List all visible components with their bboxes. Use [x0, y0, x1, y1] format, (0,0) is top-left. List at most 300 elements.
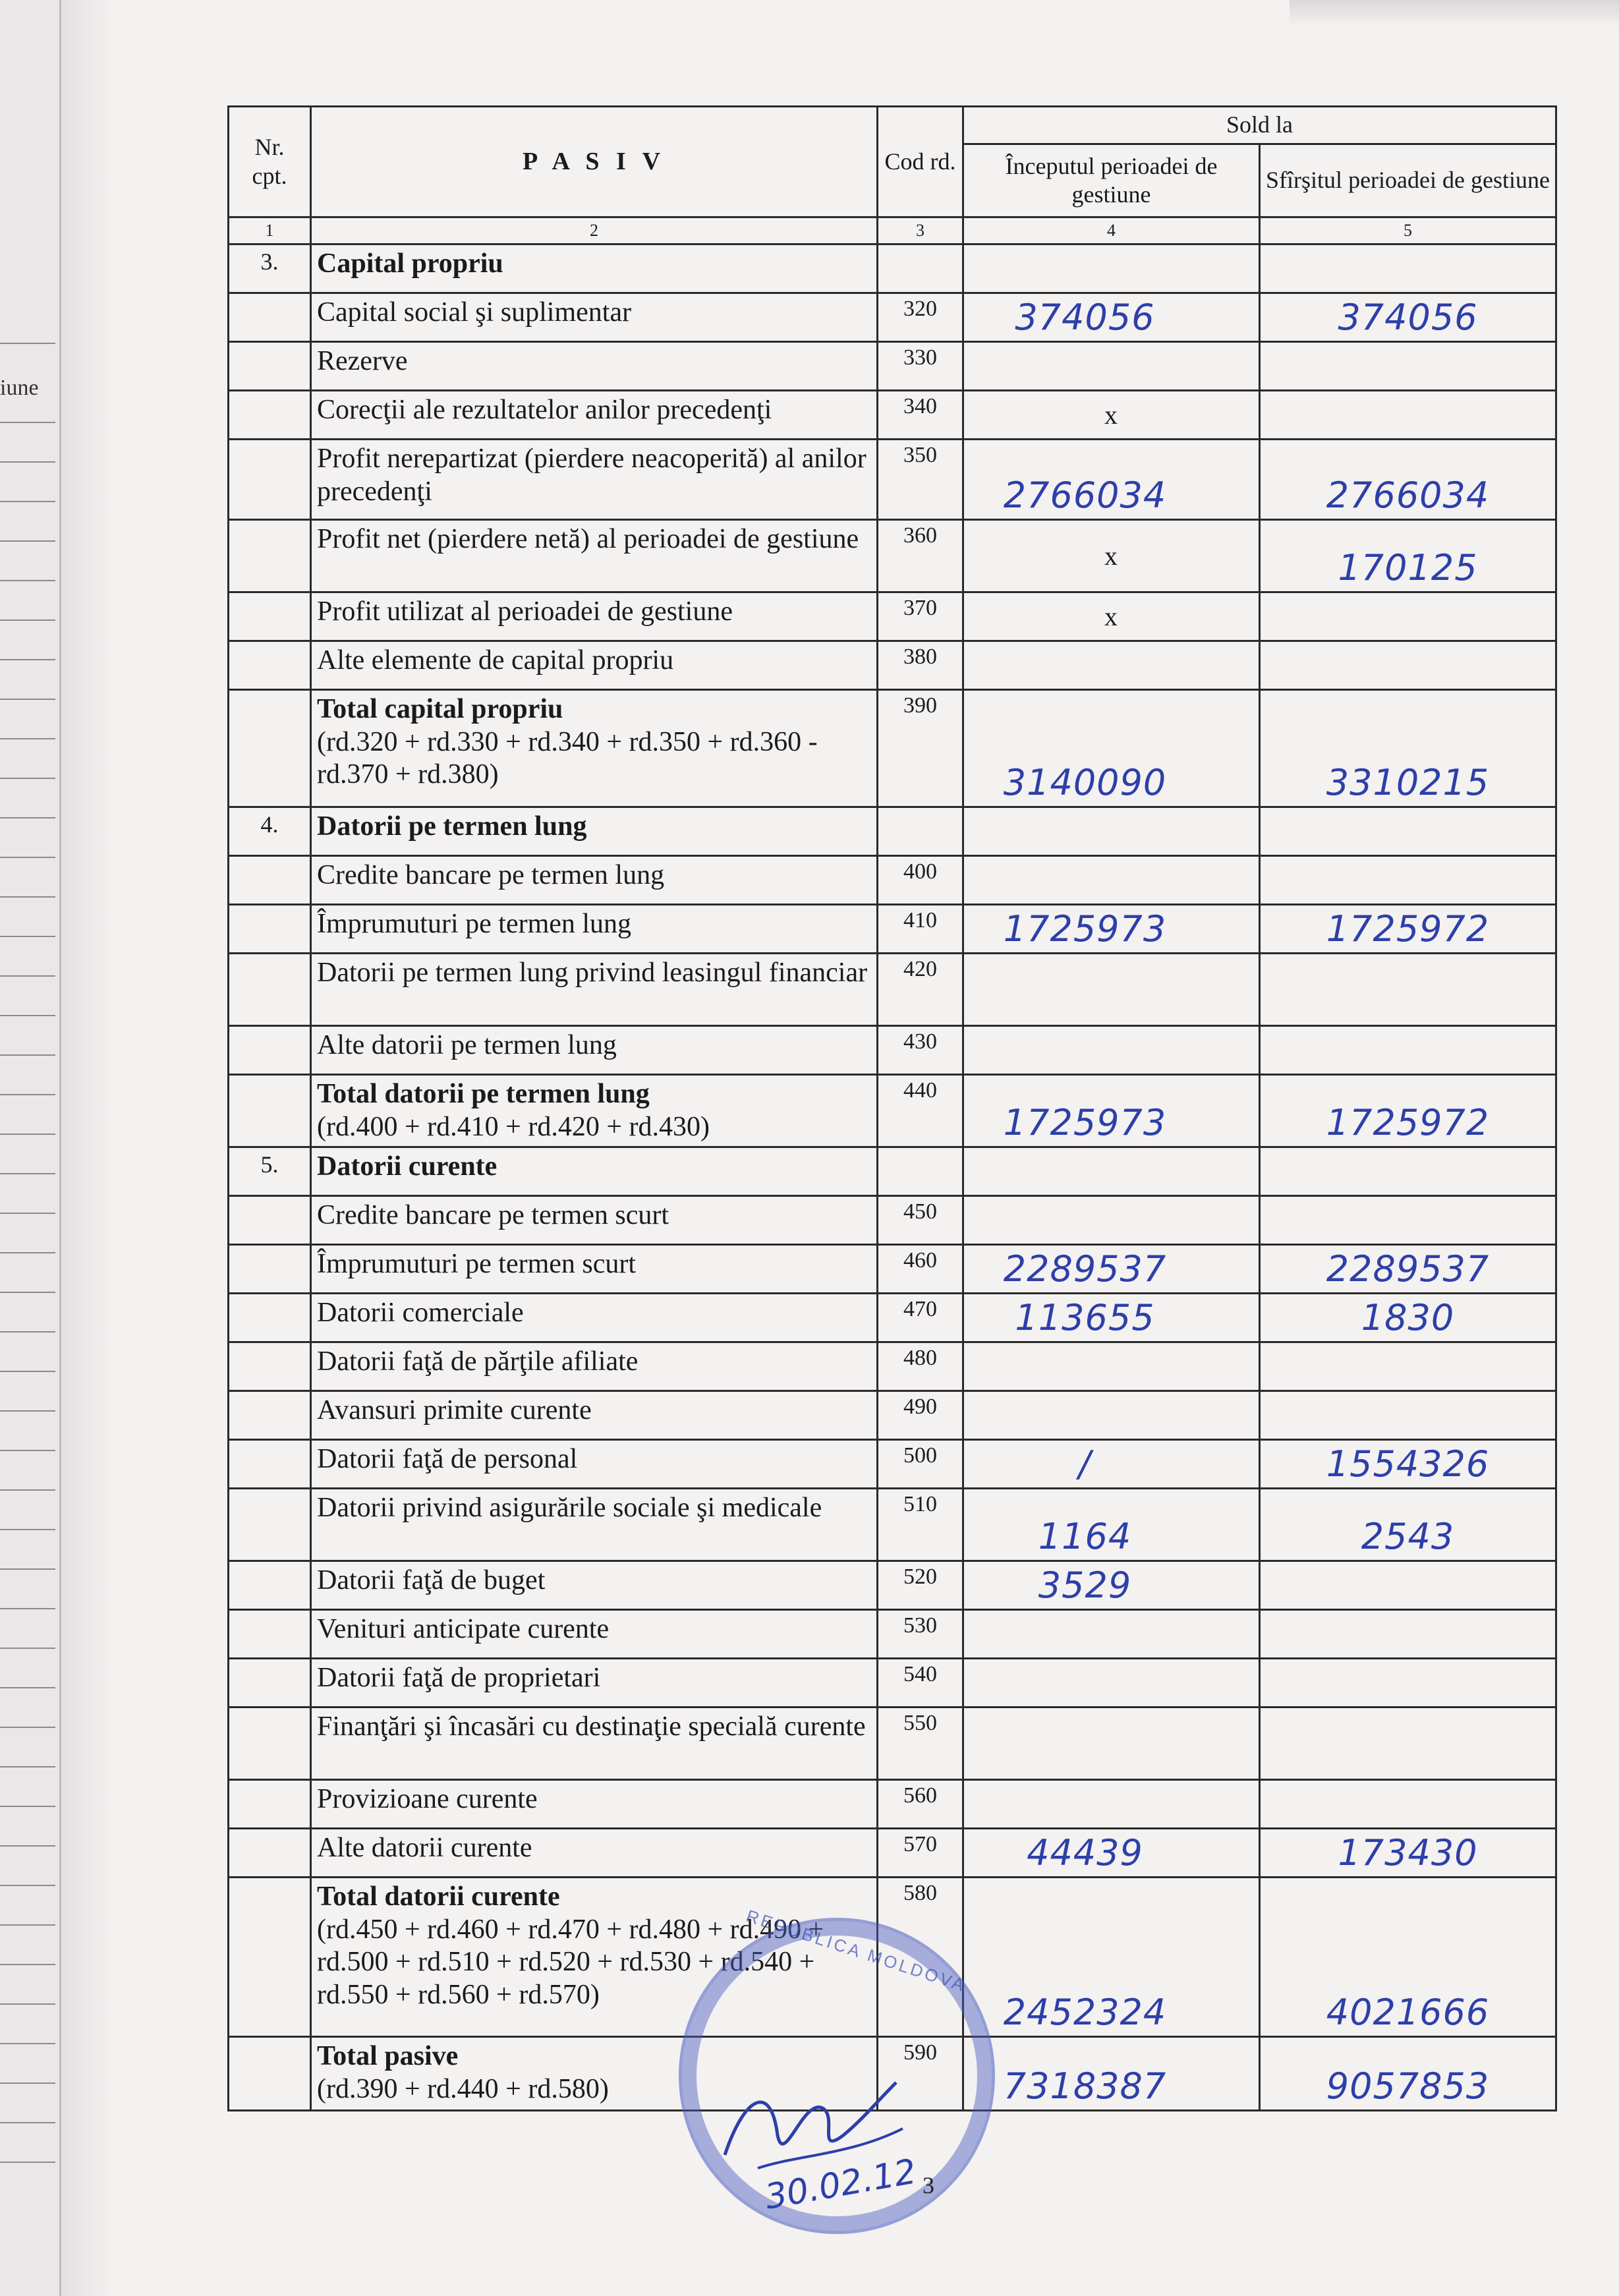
handwritten-value: 3529	[1038, 1564, 1132, 1607]
start-balance-cell	[963, 1610, 1260, 1659]
indicator-label: Capital propriu	[317, 248, 503, 279]
indicator-cell	[311, 1075, 878, 1147]
row-number	[229, 1561, 311, 1610]
table-row	[229, 1075, 1556, 1147]
start-balance-cell	[963, 690, 1260, 807]
start-balance-cell	[963, 1829, 1260, 1878]
margin-rule	[0, 343, 55, 344]
indicator-label: Împrumuturi pe termen scurt	[317, 1249, 637, 1280]
table-row	[229, 954, 1556, 1026]
end-balance-cell	[1260, 244, 1556, 293]
table-row	[229, 293, 1556, 342]
indicator-cell	[311, 1026, 878, 1075]
end-balance-cell	[1260, 2037, 1556, 2111]
table-row	[229, 391, 1556, 440]
end-balance-cell	[1260, 1075, 1556, 1147]
row-code: 460	[878, 1245, 963, 1294]
margin-rule	[0, 2003, 55, 2005]
indicator-cell	[311, 391, 878, 440]
indicator-cell	[311, 1610, 878, 1659]
row-code: 530	[878, 1610, 963, 1659]
handwritten-value: 2289537	[1003, 1248, 1167, 1290]
handwritten-value: 1725973	[1003, 1102, 1167, 1144]
indicator-cell	[311, 807, 878, 856]
row-number	[229, 1780, 311, 1829]
indicator-label: Alte datorii curente	[317, 1833, 532, 1864]
row-code: 560	[878, 1780, 963, 1829]
indicator-label: Împrumuturi pe termen lung	[317, 909, 632, 939]
row-code: 440	[878, 1075, 963, 1147]
handwritten-value: 1725972	[1326, 1102, 1490, 1144]
row-number	[229, 1440, 311, 1489]
end-balance-cell	[1260, 1878, 1556, 2037]
row-number	[229, 1342, 311, 1391]
row-code: 320	[878, 293, 963, 342]
row-code: 550	[878, 1708, 963, 1780]
margin-rule	[0, 1292, 55, 1293]
row-number	[229, 1196, 311, 1245]
row-number	[229, 520, 311, 592]
col-number: 5	[1260, 217, 1556, 244]
margin-rule	[0, 1687, 55, 1688]
row-code: 360	[878, 520, 963, 592]
start-balance-cell	[963, 1440, 1260, 1489]
handwritten-value: 2289537	[1326, 1248, 1490, 1290]
row-number: 5.	[229, 1147, 311, 1196]
indicator-cell	[311, 1659, 878, 1708]
table-row	[229, 1342, 1556, 1391]
indicator-cell	[311, 244, 878, 293]
end-balance-cell	[1260, 856, 1556, 905]
row-code: 510	[878, 1489, 963, 1561]
start-balance-cell	[963, 1245, 1260, 1294]
start-balance-cell	[963, 1196, 1260, 1245]
margin-rule	[0, 1766, 55, 1767]
end-balance-cell	[1260, 1489, 1556, 1561]
indicator-cell	[311, 905, 878, 954]
indicator-label: Credite bancare pe termen scurt	[317, 1200, 669, 1231]
margin-rule	[0, 422, 55, 423]
margin-rule	[0, 659, 55, 660]
table-row	[229, 1561, 1556, 1610]
row-number	[229, 1708, 311, 1780]
table-row	[229, 1708, 1556, 1780]
page-fold-shadow	[59, 0, 119, 2296]
indicator-cell	[311, 641, 878, 690]
end-balance-cell	[1260, 807, 1556, 856]
col-number: 1	[229, 217, 311, 244]
indicator-cell	[311, 1708, 878, 1780]
row-number	[229, 1026, 311, 1075]
table-row	[229, 1780, 1556, 1829]
indicator-formula: (rd.400 + rd.410 + rd.420 + rd.430)	[317, 1111, 710, 1142]
indicator-cell	[311, 1440, 878, 1489]
indicator-label: Total datorii pe termen lung	[317, 1079, 650, 1109]
start-balance-cell	[963, 1659, 1260, 1708]
margin-rule	[0, 857, 55, 858]
indicator-label: Total datorii curente	[317, 1881, 560, 1912]
handwritten-value: 170125	[1338, 547, 1478, 588]
indicator-label: Datorii comerciale	[317, 1298, 524, 1329]
margin-rule	[0, 1608, 55, 1609]
row-code: 330	[878, 342, 963, 391]
indicator-label: Profit utilizat al perioadei de gestiune	[317, 596, 733, 627]
row-code: 500	[878, 1440, 963, 1489]
row-number: 4.	[229, 807, 311, 856]
row-number	[229, 1489, 311, 1561]
margin-rule	[0, 580, 55, 581]
start-balance-cell	[963, 905, 1260, 954]
start-balance-cell	[963, 244, 1260, 293]
row-code: 340	[878, 391, 963, 440]
start-balance-cell	[963, 440, 1260, 520]
indicator-cell	[311, 1489, 878, 1561]
row-number	[229, 641, 311, 690]
row-number	[229, 1659, 311, 1708]
row-code: 370	[878, 592, 963, 641]
signature-date: 30.02.12	[762, 2152, 920, 2218]
balance-sheet-liabilities-table	[227, 105, 1557, 2111]
margin-rule	[0, 778, 55, 779]
row-code: 590	[878, 2037, 963, 2111]
margin-rule	[0, 1529, 55, 1530]
end-balance-cell	[1260, 391, 1556, 440]
indicator-cell	[311, 1245, 878, 1294]
indicator-cell	[311, 690, 878, 807]
margin-rule	[0, 2162, 55, 2163]
margin-rule	[0, 699, 55, 700]
margin-rule	[0, 1845, 55, 1847]
indicator-label: Alte datorii pe termen lung	[317, 1030, 617, 1060]
start-balance-cell	[963, 954, 1260, 1026]
margin-rule	[0, 2122, 55, 2123]
end-balance-cell	[1260, 440, 1556, 520]
stamp-text: REPUBLICA MOLDOVA	[744, 1905, 969, 1996]
row-number	[229, 856, 311, 905]
row-code: 570	[878, 1829, 963, 1878]
indicator-cell	[311, 856, 878, 905]
table-row	[229, 1245, 1556, 1294]
row-number	[229, 1878, 311, 2037]
margin-rule	[0, 738, 55, 739]
table-row	[229, 1147, 1556, 1196]
margin-rule	[0, 1134, 55, 1135]
start-balance-cell	[963, 1561, 1260, 1610]
indicator-label: Profit nerepartizat (pierdere neacoperită) al anilor precedenţi	[317, 444, 866, 507]
indicator-cell	[311, 1829, 878, 1878]
margin-rule	[0, 1964, 55, 1965]
handwritten-value: 374056	[1015, 297, 1155, 338]
end-balance-cell	[1260, 1708, 1556, 1780]
indicator-label: Alte elemente de capital propriu	[317, 645, 674, 675]
row-number	[229, 342, 311, 391]
row-code: 350	[878, 440, 963, 520]
table-row	[229, 905, 1556, 954]
indicator-cell	[311, 954, 878, 1026]
handwritten-value: x	[1104, 602, 1118, 631]
row-number	[229, 1075, 311, 1147]
row-number	[229, 1829, 311, 1878]
row-number	[229, 905, 311, 954]
margin-rule	[0, 1054, 55, 1056]
row-code: 490	[878, 1391, 963, 1440]
table-row	[229, 1829, 1556, 1878]
row-number	[229, 690, 311, 807]
table-row	[229, 1294, 1556, 1342]
table-row	[229, 1610, 1556, 1659]
margin-rule	[0, 975, 55, 977]
sold-header: Sold la	[963, 107, 1556, 144]
start-balance-cell	[963, 1342, 1260, 1391]
indicator-cell	[311, 293, 878, 342]
row-number	[229, 592, 311, 641]
indicator-label: Datorii curente	[317, 1151, 497, 1182]
start-balance-cell	[963, 1780, 1260, 1829]
margin-rule	[0, 1806, 55, 1807]
indicator-cell	[311, 1196, 878, 1245]
indicator-label: Datorii pe termen lung privind leasingul financiar	[317, 958, 868, 988]
paper-curl	[1290, 0, 1619, 26]
pasiv-header: P A S I V	[311, 107, 878, 217]
table-row	[229, 592, 1556, 641]
table-row	[229, 520, 1556, 592]
start-balance-cell	[963, 1878, 1260, 2037]
margin-rule	[0, 501, 55, 502]
row-code: 580	[878, 1878, 963, 2037]
indicator-formula: (rd.450 + rd.460 + rd.470 + rd.480 + rd.490 + rd.500 + rd.510 + rd.520 + rd.530 + rd.540 + rd.550 + rd.560 + rd.570)	[317, 1914, 824, 2010]
row-number	[229, 954, 311, 1026]
start-balance-cell	[963, 856, 1260, 905]
indicator-cell	[311, 520, 878, 592]
handwritten-value: /	[1078, 1443, 1092, 1485]
end-balance-cell	[1260, 1294, 1556, 1342]
end-balance-cell	[1260, 1780, 1556, 1829]
indicator-cell	[311, 592, 878, 641]
row-number	[229, 2037, 311, 2111]
table-row	[229, 1440, 1556, 1489]
page-number: 3	[923, 2172, 934, 2198]
table-row	[229, 690, 1556, 807]
end-balance-cell	[1260, 592, 1556, 641]
table-row	[229, 641, 1556, 690]
margin-rule	[0, 2082, 55, 2084]
column-number-row	[229, 217, 1556, 244]
handwritten-value: 44439	[1027, 1832, 1143, 1874]
handwritten-value: 3140090	[1003, 762, 1167, 803]
table-row	[229, 1659, 1556, 1708]
indicator-label: Credite bancare pe termen lung	[317, 860, 665, 890]
indicator-label: Avansuri primite curente	[317, 1395, 592, 1426]
indicator-label: Datorii faţă de proprietari	[317, 1663, 601, 1694]
margin-rule	[0, 1252, 55, 1253]
indicator-label: Venituri anticipate curente	[317, 1614, 610, 1645]
handwritten-value: 173430	[1338, 1832, 1478, 1874]
indicator-label: Finanţări şi încasări cu destinaţie specială curente	[317, 1711, 866, 1742]
margin-rule	[0, 1213, 55, 1214]
start-balance-cell	[963, 1294, 1260, 1342]
row-code: 380	[878, 641, 963, 690]
table-row	[229, 440, 1556, 520]
handwritten-value: 113655	[1015, 1297, 1155, 1339]
start-period-header: Începutul perioadei de gestiune	[963, 144, 1260, 217]
indicator-label: Total capital propriu	[317, 694, 563, 724]
start-balance-cell	[963, 391, 1260, 440]
header-row	[229, 107, 1556, 144]
indicator-formula: (rd.390 + rd.440 + rd.580)	[317, 2073, 609, 2104]
end-balance-cell	[1260, 293, 1556, 342]
margin-rule	[0, 1568, 55, 1570]
end-balance-cell	[1260, 1342, 1556, 1391]
table-row	[229, 1196, 1556, 1245]
end-period-header: Sfîrşitul perioadei de gestiune	[1260, 144, 1556, 217]
start-balance-cell	[963, 641, 1260, 690]
indicator-cell	[311, 1147, 878, 1196]
row-number	[229, 1391, 311, 1440]
margin-rule	[0, 1331, 55, 1333]
start-balance-cell	[963, 2037, 1260, 2111]
row-code	[878, 807, 963, 856]
bleed-text: iune	[0, 376, 39, 400]
indicator-cell	[311, 1294, 878, 1342]
row-number: 3.	[229, 244, 311, 293]
margin-rule	[0, 619, 55, 621]
margin-rule	[0, 540, 55, 542]
start-balance-cell	[963, 1489, 1260, 1561]
handwritten-value: 2766034	[1003, 474, 1167, 516]
row-code: 390	[878, 690, 963, 807]
row-code: 400	[878, 856, 963, 905]
row-code: 540	[878, 1659, 963, 1708]
margin-rule	[0, 1450, 55, 1451]
margin-rule	[0, 1410, 55, 1412]
handwritten-value: 7318387	[1003, 2065, 1167, 2108]
indicator-formula: (rd.320 + rd.330 + rd.340 + rd.350 + rd.360 - rd.370 + rd.380)	[317, 726, 818, 790]
end-balance-cell	[1260, 641, 1556, 690]
indicator-label: Rezerve	[317, 346, 408, 376]
end-balance-cell	[1260, 690, 1556, 807]
handwritten-value: 1164	[1038, 1516, 1132, 1558]
indicator-label: Datorii faţă de părţile afiliate	[317, 1346, 639, 1377]
handwritten-value: 1725972	[1326, 908, 1490, 950]
end-balance-cell	[1260, 342, 1556, 391]
indicator-label: Datorii privind asigurările sociale şi medicale	[317, 1493, 822, 1524]
row-code	[878, 244, 963, 293]
indicator-cell	[311, 1561, 878, 1610]
indicator-label: Capital social şi suplimentar	[317, 297, 632, 328]
handwritten-value: 3310215	[1326, 762, 1490, 803]
handwritten-value: 4021666	[1326, 1992, 1490, 2034]
row-code: 450	[878, 1196, 963, 1245]
start-balance-cell	[963, 1147, 1260, 1196]
start-balance-cell	[963, 592, 1260, 641]
adjacent-page-edge	[0, 0, 61, 2296]
handwritten-value: 374056	[1338, 297, 1478, 338]
handwritten-value: x	[1104, 541, 1118, 571]
table-row	[229, 807, 1556, 856]
handwritten-value: 1830	[1361, 1297, 1455, 1339]
end-balance-cell	[1260, 1440, 1556, 1489]
col-number: 2	[311, 217, 878, 244]
table-row	[229, 342, 1556, 391]
margin-rule	[0, 936, 55, 937]
start-balance-cell	[963, 1075, 1260, 1147]
end-balance-cell	[1260, 1026, 1556, 1075]
row-code: 410	[878, 905, 963, 954]
start-balance-cell	[963, 807, 1260, 856]
margin-rule	[0, 1094, 55, 1095]
row-number	[229, 1245, 311, 1294]
row-code: 480	[878, 1342, 963, 1391]
table-row	[229, 1026, 1556, 1075]
end-balance-cell	[1260, 1391, 1556, 1440]
end-balance-cell	[1260, 1245, 1556, 1294]
start-balance-cell	[963, 293, 1260, 342]
indicator-cell	[311, 1342, 878, 1391]
row-code: 430	[878, 1026, 963, 1075]
end-balance-cell	[1260, 905, 1556, 954]
col-number: 4	[963, 217, 1260, 244]
row-code: 470	[878, 1294, 963, 1342]
end-balance-cell	[1260, 520, 1556, 592]
margin-rule	[0, 1173, 55, 1174]
margin-rule	[0, 1648, 55, 1649]
row-number	[229, 1294, 311, 1342]
indicator-label: Profit net (pierdere netă) al perioadei de gestiune	[317, 524, 859, 554]
handwritten-value: 2543	[1361, 1516, 1455, 1558]
margin-rule	[0, 1924, 55, 1926]
row-number	[229, 440, 311, 520]
cod-header: Cod rd.	[878, 107, 963, 217]
indicator-label: Datorii faţă de buget	[317, 1565, 546, 1596]
start-balance-cell	[963, 1026, 1260, 1075]
indicator-label: Total pasive	[317, 2041, 459, 2072]
handwritten-value: x	[1104, 400, 1118, 430]
col-number: 3	[878, 217, 963, 244]
margin-rule	[0, 2043, 55, 2044]
end-balance-cell	[1260, 1829, 1556, 1878]
end-balance-cell	[1260, 1659, 1556, 1708]
margin-rule	[0, 817, 55, 818]
end-balance-cell	[1260, 954, 1556, 1026]
table-row	[229, 1391, 1556, 1440]
indicator-cell	[311, 1391, 878, 1440]
indicator-label: Provizioane curente	[317, 1784, 538, 1815]
nr-header: Nr. cpt.	[229, 107, 311, 217]
start-balance-cell	[963, 342, 1260, 391]
handwritten-value: 9057853	[1326, 2065, 1490, 2108]
margin-rule	[0, 1015, 55, 1016]
end-balance-cell	[1260, 1610, 1556, 1659]
row-number	[229, 293, 311, 342]
indicator-label: Corecţii ale rezultatelor anilor precedenţi	[317, 395, 772, 425]
table-row	[229, 1489, 1556, 1561]
row-number	[229, 391, 311, 440]
indicator-cell	[311, 1780, 878, 1829]
end-balance-cell	[1260, 1196, 1556, 1245]
handwritten-value: 2766034	[1326, 474, 1490, 516]
margin-rule	[0, 461, 55, 463]
margin-rule	[0, 1489, 55, 1491]
row-number	[229, 1610, 311, 1659]
handwritten-value: 2452324	[1003, 1992, 1167, 2034]
margin-rule	[0, 1727, 55, 1728]
handwritten-value: 1725973	[1003, 908, 1167, 950]
margin-rule	[0, 896, 55, 898]
end-balance-cell	[1260, 1147, 1556, 1196]
start-balance-cell	[963, 1708, 1260, 1780]
margin-rule	[0, 1371, 55, 1372]
indicator-label: Datorii pe termen lung	[317, 811, 587, 842]
